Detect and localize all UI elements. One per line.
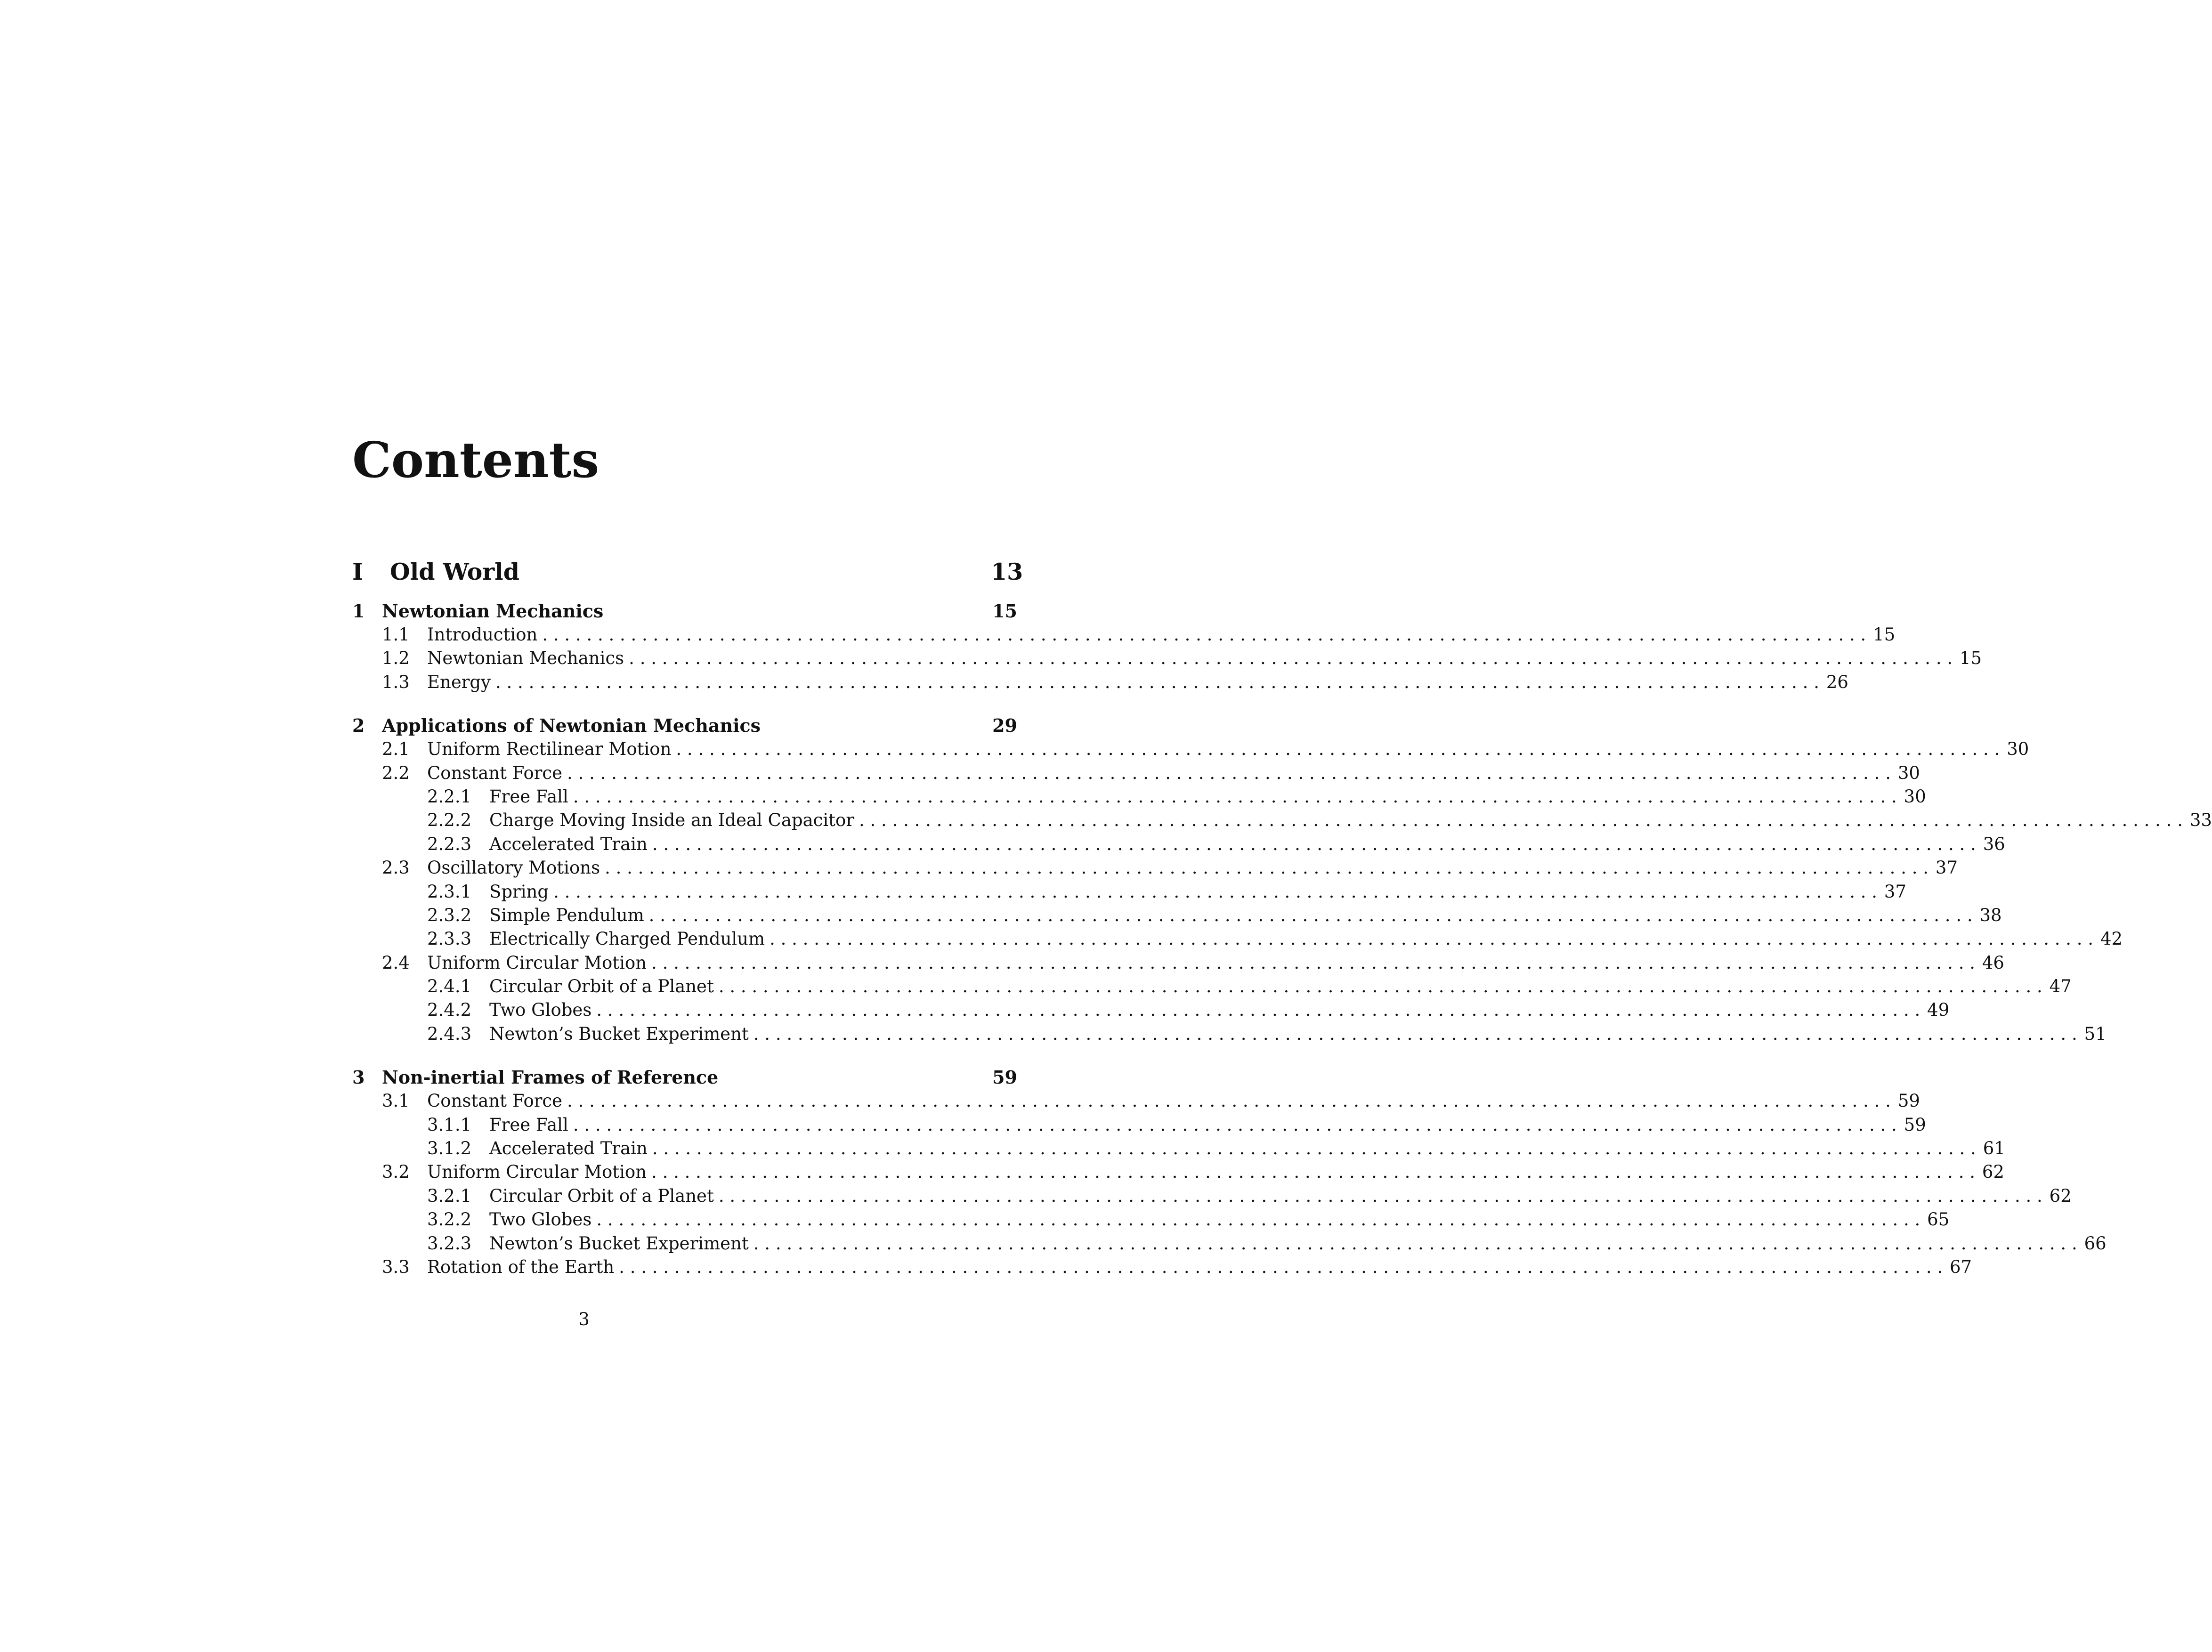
entry-page: 26 xyxy=(1826,672,1848,692)
dot-leader: . . . . . . . . . . . . . . . . . . . . . . . . . . . . . . . . . . . . . . . . . . . . . . . . . . . . . . . . . . . . . . . . . . . . . . . . . . . . . . . . . . . . . . . . . . . . . . . . . . . . . . . . . . . . . . . . . . . . . . . . xyxy=(596,1000,1920,1020)
dot-leader: . . . . . . . . . . . . . . . . . . . . . . . . . . . . . . . . . . . . . . . . . . . . . . . . . . . . . . . . . . . . . . . . . . . . . . . . . . . . . . . . . . . . . . . . . . . . . . . . . . . . . . . . . . . . . . . . . . . . . . . . xyxy=(573,786,1897,807)
section-entry[interactable] xyxy=(352,762,1920,786)
chapter-label: Non-inertial Frames of Reference xyxy=(382,1067,719,1088)
entry-page: 30 xyxy=(2007,739,2029,760)
entry-number: 2.1 xyxy=(382,739,410,760)
entry-number: 2.2 xyxy=(382,762,410,783)
entry-label: Uniform Circular Motion xyxy=(427,1162,647,1182)
subsection-entry[interactable] xyxy=(352,1000,1950,1023)
chapter-entry[interactable] xyxy=(352,715,1017,739)
entry-number: 3.3 xyxy=(382,1256,410,1277)
entry-label: Accelerated Train xyxy=(489,1138,648,1159)
entry-page: 15 xyxy=(1873,624,1896,645)
dot-leader: . . . . . . . . . . . . . . . . . . . . . . . . . . . . . . . . . . . . . . . . . . . . . . . . . . . . . . . . . . . . . . . . . . . . . . . . . . . . . . . . . . . . . . . . . . . . . . . . . . . . . . . . . . . . . . . . . . . . . . . . xyxy=(629,648,1953,669)
dot-leader: . . . . . . . . . . . . . . . . . . . . . . . . . . . . . . . . . . . . . . . . . . . . . . . . . . . . . . . . . . . . . . . . . . . . . . . . . . . . . . . . . . . . . . . . . . . . . . . . . . . . . . . . . . . . . . . . . . . . . . . . xyxy=(573,1114,1897,1135)
entry-page: 59 xyxy=(1904,1114,1926,1135)
entry-label: Rotation of the Earth xyxy=(427,1256,615,1277)
entry-number: 2.2.2 xyxy=(427,810,472,831)
entry-label: Introduction xyxy=(427,624,538,645)
chapter-page: 15 xyxy=(992,600,1017,622)
entry-number: 2.4.1 xyxy=(427,976,472,997)
dot-leader: . . . . . . . . . . . . . . . . . . . . . . . . . . . . . . . . . . . . . . . . . . . . . . . . . . . . . . . . . . . . . . . . . . . . . . . . . . . . . . . . . . . . . . . . . . . . . . . . . . . . . . . . . . . . . . . . . . . . . . . . xyxy=(648,905,1973,925)
entry-number: 3.2 xyxy=(382,1162,410,1182)
entry-number: 3.1 xyxy=(382,1091,410,1111)
chapter-entry[interactable] xyxy=(352,600,1017,624)
part-label: Old World xyxy=(390,558,520,585)
entry-number: 3.1.2 xyxy=(427,1138,472,1159)
dot-leader: . . . . . . . . . . . . . . . . . . . . . . . . . . . . . . . . . . . . . . . . . . . . . . . . . . . . . . . . . . . . . . . . . . . . . . . . . . . . . . . . . . . . . . . . . . . . . . . . . . . . . . . . . . . . . . . . . . . . . . . . xyxy=(859,810,2183,831)
entry-label: Circular Orbit of a Planet xyxy=(489,976,714,997)
chapter-page: 59 xyxy=(992,1067,1017,1088)
subsection-entry[interactable] xyxy=(352,1185,2072,1209)
entry-page: 66 xyxy=(2084,1233,2107,1254)
part-page: 13 xyxy=(991,558,1023,585)
subsection-entry[interactable] xyxy=(352,1023,2107,1047)
entry-number: 1.3 xyxy=(382,672,410,692)
entry-page: 30 xyxy=(1904,786,1926,807)
entry-number: 3.2.1 xyxy=(427,1185,472,1206)
chapter-number: 3 xyxy=(352,1067,365,1088)
entry-page: 38 xyxy=(1979,905,2002,925)
dot-leader: . . . . . . . . . . . . . . . . . . . . . . . . . . . . . . . . . . . . . . . . . . . . . . . . . . . . . . . . . . . . . . . . . . . . . . . . . . . . . . . . . . . . . . . . . . . . . . . . . . . . . . . . . . . . . . . . . . . . . . . . xyxy=(652,834,1976,854)
entry-number: 2.3.3 xyxy=(427,929,472,949)
dot-leader: . . . . . . . . . . . . . . . . . . . . . . . . . . . . . . . . . . . . . . . . . . . . . . . . . . . . . . . . . . . . . . . . . . . . . . . . . . . . . . . . . . . . . . . . . . . . . . . . . . . . . . . . . . . . . . . . . . . . . . . . xyxy=(619,1256,1943,1277)
entry-label: Constant Force xyxy=(427,1091,563,1111)
entry-number: 2.3 xyxy=(382,858,410,878)
entry-page: 46 xyxy=(1982,952,2004,973)
dot-leader: . . . . . . . . . . . . . . . . . . . . . . . . . . . . . . . . . . . . . . . . . . . . . . . . . . . . . . . . . . . . . . . . . . . . . . . . . . . . . . . . . . . . . . . . . . . . . . . . . . . . . . . . . . . . . . . . . . . . . . . . xyxy=(495,672,1819,692)
entry-number: 1.2 xyxy=(382,648,410,669)
subsection-entry[interactable] xyxy=(352,929,2123,952)
subsection-entry[interactable] xyxy=(352,1233,2107,1257)
section-entry[interactable] xyxy=(352,672,1848,696)
subsection-entry[interactable] xyxy=(352,1209,1950,1233)
entry-number: 2.4.2 xyxy=(427,1000,472,1020)
entry-label: Charge Moving Inside an Ideal Capacitor xyxy=(489,810,855,831)
entry-label: Electrically Charged Pendulum xyxy=(489,929,765,949)
entry-page: 59 xyxy=(1897,1091,1920,1111)
part-number: I xyxy=(352,558,363,585)
section-entry[interactable] xyxy=(352,858,1958,881)
entry-number: 2.3.1 xyxy=(427,881,472,902)
entry-number: 2.3.2 xyxy=(427,905,472,925)
chapter-number: 2 xyxy=(352,715,365,737)
entry-page: 49 xyxy=(1927,1000,1950,1020)
subsection-entry[interactable] xyxy=(352,786,1926,810)
entry-label: Oscillatory Motions xyxy=(427,858,600,878)
entry-page: 51 xyxy=(2084,1023,2107,1044)
entry-page: 37 xyxy=(1884,881,1907,902)
entry-label: Simple Pendulum xyxy=(489,905,644,925)
entry-number: 1.1 xyxy=(382,624,410,645)
dot-leader: . . . . . . . . . . . . . . . . . . . . . . . . . . . . . . . . . . . . . . . . . . . . . . . . . . . . . . . . . . . . . . . . . . . . . . . . . . . . . . . . . . . . . . . . . . . . . . . . . . . . . . . . . . . . . . . . . . . . . . . . xyxy=(753,1023,2077,1044)
subsection-entry[interactable] xyxy=(352,976,2072,1000)
chapter-label: Applications of Newtonian Mechanics xyxy=(382,715,761,737)
entry-label: Spring xyxy=(489,881,549,902)
subsection-entry[interactable] xyxy=(352,834,2005,858)
page-title: Contents xyxy=(352,431,600,489)
dot-leader: . . . . . . . . . . . . . . . . . . . . . . . . . . . . . . . . . . . . . . . . . . . . . . . . . . . . . . . . . . . . . . . . . . . . . . . . . . . . . . . . . . . . . . . . . . . . . . . . . . . . . . . . . . . . . . . . . . . . . . . . xyxy=(651,1162,1975,1182)
subsection-entry[interactable] xyxy=(352,810,2212,834)
chapter-page: 29 xyxy=(992,715,1017,737)
entry-page: 61 xyxy=(1983,1138,2005,1159)
dot-leader: . . . . . . . . . . . . . . . . . . . . . . . . . . . . . . . . . . . . . . . . . . . . . . . . . . . . . . . . . . . . . . . . . . . . . . . . . . . . . . . . . . . . . . . . . . . . . . . . . . . . . . . . . . . . . . . . . . . . . . . . xyxy=(596,1209,1920,1230)
entry-label: Two Globes xyxy=(489,1209,592,1230)
dot-leader: . . . . . . . . . . . . . . . . . . . . . . . . . . . . . . . . . . . . . . . . . . . . . . . . . . . . . . . . . . . . . . . . . . . . . . . . . . . . . . . . . . . . . . . . . . . . . . . . . . . . . . . . . . . . . . . . . . . . . . . . xyxy=(753,1233,2077,1254)
dot-leader: . . . . . . . . . . . . . . . . . . . . . . . . . . . . . . . . . . . . . . . . . . . . . . . . . . . . . . . . . . . . . . . . . . . . . . . . . . . . . . . . . . . . . . . . . . . . . . . . . . . . . . . . . . . . . . . . . . . . . . . . xyxy=(718,1185,2042,1206)
chapter-list xyxy=(352,600,2212,1280)
entry-page: 15 xyxy=(1960,648,1982,669)
entry-page: 42 xyxy=(2100,929,2123,949)
dot-leader: . . . . . . . . . . . . . . . . . . . . . . . . . . . . . . . . . . . . . . . . . . . . . . . . . . . . . . . . . . . . . . . . . . . . . . . . . . . . . . . . . . . . . . . . . . . . . . . . . . . . . . . . . . . . . . . . . . . . . . . . xyxy=(567,1091,1891,1111)
table-of-contents xyxy=(352,558,2212,1280)
entry-number: 3.2.2 xyxy=(427,1209,472,1230)
subsection-entry[interactable] xyxy=(352,905,2002,929)
entry-label: Free Fall xyxy=(489,1114,568,1135)
entry-number: 3.1.1 xyxy=(427,1114,472,1135)
entry-label: Two Globes xyxy=(489,1000,592,1020)
entry-page: 67 xyxy=(1950,1256,1972,1277)
entry-page: 62 xyxy=(2049,1185,2072,1206)
subsection-entry[interactable] xyxy=(352,1138,2005,1162)
part-entry[interactable] xyxy=(352,558,1023,591)
section-entry[interactable] xyxy=(352,624,1896,648)
entry-label: Accelerated Train xyxy=(489,834,648,854)
entry-label: Constant Force xyxy=(427,762,563,783)
entry-page: 33 xyxy=(2189,810,2212,831)
chapter-entry[interactable] xyxy=(352,1067,1017,1091)
section-entry[interactable] xyxy=(352,1162,2004,1185)
dot-leader: . . . . . . . . . . . . . . . . . . . . . . . . . . . . . . . . . . . . . . . . . . . . . . . . . . . . . . . . . . . . . . . . . . . . . . . . . . . . . . . . . . . . . . . . . . . . . . . . . . . . . . . . . . . . . . . . . . . . . . . . xyxy=(553,881,1878,902)
entry-page: 62 xyxy=(1982,1162,2004,1182)
entry-number: 2.4.3 xyxy=(427,1023,472,1044)
section-entry[interactable] xyxy=(352,952,2004,976)
entry-page: 36 xyxy=(1983,834,2005,854)
dot-leader: . . . . . . . . . . . . . . . . . . . . . . . . . . . . . . . . . . . . . . . . . . . . . . . . . . . . . . . . . . . . . . . . . . . . . . . . . . . . . . . . . . . . . . . . . . . . . . . . . . . . . . . . . . . . . . . . . . . . . . . . xyxy=(605,858,1928,878)
entry-page: 30 xyxy=(1897,762,1920,783)
entry-label: Uniform Circular Motion xyxy=(427,952,647,973)
dot-leader: . . . . . . . . . . . . . . . . . . . . . . . . . . . . . . . . . . . . . . . . . . . . . . . . . . . . . . . . . . . . . . . . . . . . . . . . . . . . . . . . . . . . . . . . . . . . . . . . . . . . . . . . . . . . . . . . . . . . . . . . xyxy=(567,762,1891,783)
entry-label: Free Fall xyxy=(489,786,568,807)
entry-number: 2.2.1 xyxy=(427,786,472,807)
entry-label: Circular Orbit of a Planet xyxy=(489,1185,714,1206)
dot-leader: . . . . . . . . . . . . . . . . . . . . . . . . . . . . . . . . . . . . . . . . . . . . . . . . . . . . . . . . . . . . . . . . . . . . . . . . . . . . . . . . . . . . . . . . . . . . . . . . . . . . . . . . . . . . . . . . . . . . . . . . xyxy=(770,929,2094,949)
entry-page: 47 xyxy=(2049,976,2072,997)
dot-leader: . . . . . . . . . . . . . . . . . . . . . . . . . . . . . . . . . . . . . . . . . . . . . . . . . . . . . . . . . . . . . . . . . . . . . . . . . . . . . . . . . . . . . . . . . . . . . . . . . . . . . . . . . . . . . . . . . . . . . . . . xyxy=(542,624,1866,645)
entry-label: Newton’s Bucket Experiment xyxy=(489,1233,749,1254)
section-entry[interactable] xyxy=(352,739,2029,762)
chapter-label: Newtonian Mechanics xyxy=(382,600,604,622)
section-entry[interactable] xyxy=(352,1091,1920,1114)
entry-page: 37 xyxy=(1935,858,1958,878)
entry-number: 2.2.3 xyxy=(427,834,472,854)
entry-label: Newtonian Mechanics xyxy=(427,648,624,669)
chapter-number: 1 xyxy=(352,600,365,622)
entry-label: Newton’s Bucket Experiment xyxy=(489,1023,749,1044)
entry-label: Energy xyxy=(427,672,491,692)
entry-page: 65 xyxy=(1927,1209,1950,1230)
entry-label: Uniform Rectilinear Motion xyxy=(427,739,672,760)
subsection-entry[interactable] xyxy=(352,1114,1926,1138)
page-number: 3 xyxy=(578,1309,590,1329)
subsection-entry[interactable] xyxy=(352,881,1907,905)
dot-leader: . . . . . . . . . . . . . . . . . . . . . . . . . . . . . . . . . . . . . . . . . . . . . . . . . . . . . . . . . . . . . . . . . . . . . . . . . . . . . . . . . . . . . . . . . . . . . . . . . . . . . . . . . . . . . . . . . . . . . . . . xyxy=(651,952,1975,973)
dot-leader: . . . . . . . . . . . . . . . . . . . . . . . . . . . . . . . . . . . . . . . . . . . . . . . . . . . . . . . . . . . . . . . . . . . . . . . . . . . . . . . . . . . . . . . . . . . . . . . . . . . . . . . . . . . . . . . . . . . . . . . . xyxy=(676,739,2000,760)
entry-number: 2.4 xyxy=(382,952,410,973)
dot-leader: . . . . . . . . . . . . . . . . . . . . . . . . . . . . . . . . . . . . . . . . . . . . . . . . . . . . . . . . . . . . . . . . . . . . . . . . . . . . . . . . . . . . . . . . . . . . . . . . . . . . . . . . . . . . . . . . . . . . . . . . xyxy=(718,976,2042,997)
section-entry[interactable] xyxy=(352,648,1982,672)
dot-leader: . . . . . . . . . . . . . . . . . . . . . . . . . . . . . . . . . . . . . . . . . . . . . . . . . . . . . . . . . . . . . . . . . . . . . . . . . . . . . . . . . . . . . . . . . . . . . . . . . . . . . . . . . . . . . . . . . . . . . . . . xyxy=(652,1138,1976,1159)
section-entry[interactable] xyxy=(352,1256,1972,1280)
entry-number: 3.2.3 xyxy=(427,1233,472,1254)
